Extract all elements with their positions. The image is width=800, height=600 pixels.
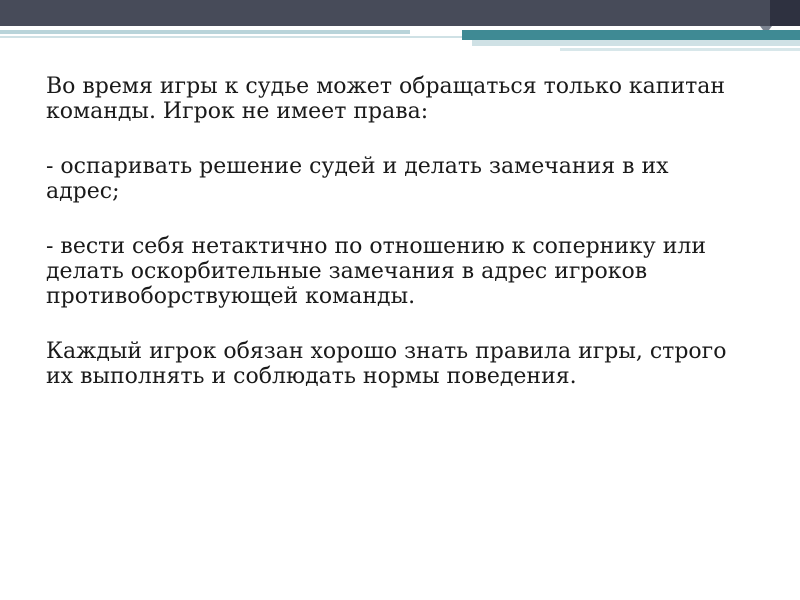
slide-body — [46, 74, 746, 419]
body-paragraph: - оспаривать решение судей и делать замечания в их адрес; — [46, 154, 669, 204]
header-bar — [0, 0, 800, 26]
body-paragraph: Каждый игрок обязан хорошо знать правила игры, строго их выполнять и соблюдать нормы поведения. — [46, 339, 727, 389]
decorative-teal-band — [462, 30, 800, 40]
decorative-stripe — [560, 48, 800, 51]
decorative-stripe — [0, 30, 410, 34]
decorative-stripe — [0, 36, 472, 38]
body-paragraph: Во время игры к судье может обращаться только капитан команды. Игрок не имеет права: — [46, 74, 726, 124]
body-paragraph: - вести себя нетактично по отношению к сопернику или делать оскорбительные замечания в адрес игроков противоборствующей команды. — [46, 234, 706, 309]
decorative-stripe — [472, 40, 800, 46]
header-bar-accent — [770, 0, 800, 26]
